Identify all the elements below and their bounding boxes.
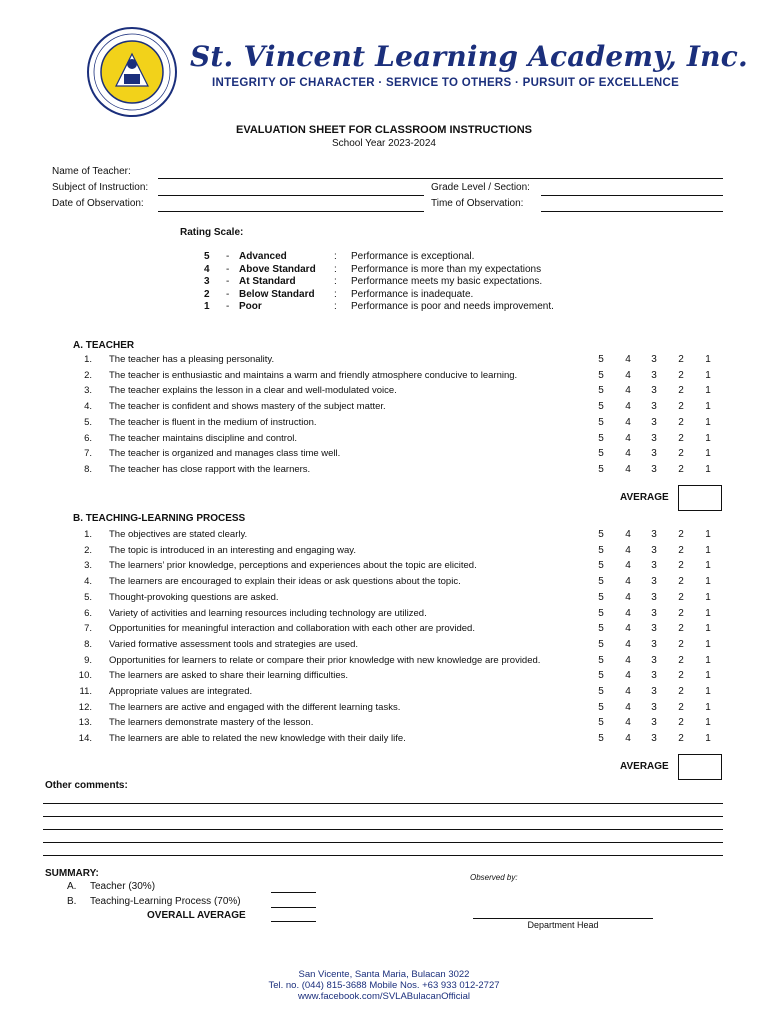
score-option-5[interactable]: 5 [598, 576, 604, 588]
grade-level-field[interactable] [541, 195, 723, 196]
comment-line[interactable] [43, 842, 723, 843]
item-text: The topic is introduced in an interesting and engaging way. [109, 544, 356, 556]
evaluation-item-row [0, 448, 768, 464]
rating-dash: - [226, 288, 230, 300]
item-number: 10. [78, 670, 92, 682]
score-option-5[interactable]: 5 [598, 448, 604, 460]
score-option-1[interactable]: 1 [705, 529, 711, 540]
item-number: 1. [84, 529, 92, 540]
rating-dash: - [226, 251, 230, 262]
item-text: Opportunities for learners to relate or compare their prior knowledge with new knowledge are provided. [109, 654, 541, 666]
score-option-1[interactable]: 1 [705, 591, 711, 603]
item-number: 14. [78, 733, 92, 745]
rating-score: 3 [204, 276, 210, 288]
item-number: 8. [84, 463, 92, 475]
evaluation-item-row [0, 370, 768, 386]
score-option-2[interactable]: 2 [678, 544, 684, 556]
score-option-4[interactable]: 4 [625, 416, 631, 428]
score-option-4[interactable]: 4 [625, 463, 631, 475]
item-text: Variety of activities and learning resources including technology are utilized. [109, 607, 427, 619]
score-option-3[interactable]: 3 [651, 385, 657, 397]
score-option-5[interactable]: 5 [598, 354, 604, 365]
evaluation-item-row [0, 686, 768, 702]
comment-line[interactable] [43, 816, 723, 817]
score-option-3[interactable]: 3 [651, 354, 657, 365]
score-option-2[interactable]: 2 [678, 529, 684, 540]
score-option-5[interactable]: 5 [598, 560, 604, 572]
summary-b-letter: B. [67, 896, 77, 907]
school-name: St. Vincent Learning Academy, Inc. [190, 40, 748, 73]
item-text: The teacher is enthusiastic and maintains a warm and friendly atmosphere conducive to learning. [109, 369, 518, 381]
item-text: The teacher is organized and manages class time well. [109, 448, 341, 460]
score-option-2[interactable]: 2 [678, 623, 684, 635]
section-a-average-label: AVERAGE [620, 492, 669, 503]
score-option-3[interactable]: 3 [651, 638, 657, 650]
score-option-3[interactable]: 3 [651, 560, 657, 572]
rating-colon: : [334, 251, 337, 262]
evaluation-item-row [0, 670, 768, 686]
score-option-3[interactable]: 3 [651, 401, 657, 413]
rating-level-name: Above Standard [239, 263, 316, 275]
score-option-5[interactable]: 5 [598, 733, 604, 745]
item-number: 3. [84, 385, 92, 397]
score-option-4[interactable]: 4 [625, 670, 631, 682]
comment-line[interactable] [43, 855, 723, 856]
score-option-2[interactable]: 2 [678, 591, 684, 603]
score-option-1[interactable]: 1 [705, 733, 711, 745]
score-option-5[interactable]: 5 [598, 654, 604, 666]
rating-score: 5 [204, 251, 210, 262]
score-option-4[interactable]: 4 [625, 607, 631, 619]
score-option-1[interactable]: 1 [705, 576, 711, 588]
evaluation-item-row [0, 639, 768, 655]
score-option-5[interactable]: 5 [598, 385, 604, 397]
evaluation-item-row [0, 529, 768, 545]
score-option-4[interactable]: 4 [625, 591, 631, 603]
item-number: 1. [84, 354, 92, 365]
observed-by-label: Observed by: [470, 873, 518, 882]
score-option-1[interactable]: 1 [705, 717, 711, 729]
score-option-3[interactable]: 3 [651, 463, 657, 475]
score-option-2[interactable]: 2 [678, 416, 684, 428]
item-text: The teacher has a pleasing personality. [109, 354, 275, 365]
score-option-5[interactable]: 5 [598, 463, 604, 475]
school-motto: INTEGRITY OF CHARACTER · SERVICE TO OTHERS · PURSUIT OF EXCELLENCE [212, 77, 680, 89]
section-a-title: A. TEACHER [73, 340, 135, 351]
score-option-4[interactable]: 4 [625, 654, 631, 666]
evaluation-item-row [0, 717, 768, 733]
score-option-1[interactable]: 1 [705, 560, 711, 572]
item-number: 8. [84, 638, 92, 650]
score-option-3[interactable]: 3 [651, 448, 657, 460]
score-option-5[interactable]: 5 [598, 638, 604, 650]
score-option-3[interactable]: 3 [651, 416, 657, 428]
item-text: Thought-provoking questions are asked. [109, 591, 279, 603]
score-option-3[interactable]: 3 [651, 717, 657, 729]
other-comments-label: Other comments: [45, 780, 128, 791]
item-text: The learners are encouraged to explain their ideas or ask questions about the topic. [109, 576, 461, 588]
item-number: 7. [84, 448, 92, 460]
rating-description: Performance is more than my expectations [351, 263, 542, 275]
score-option-4[interactable]: 4 [625, 717, 631, 729]
evaluation-item-row [0, 733, 768, 749]
item-number: 7. [84, 623, 92, 635]
score-option-3[interactable]: 3 [651, 576, 657, 588]
rating-score: 1 [204, 301, 210, 313]
score-option-2[interactable]: 2 [678, 369, 684, 381]
score-option-4[interactable]: 4 [625, 544, 631, 556]
score-option-1[interactable]: 1 [705, 416, 711, 428]
evaluation-item-row [0, 608, 768, 624]
score-option-3[interactable]: 3 [651, 607, 657, 619]
score-option-1[interactable]: 1 [705, 623, 711, 635]
score-option-4[interactable]: 4 [625, 432, 631, 444]
summary-teacher-field[interactable] [271, 892, 316, 893]
score-option-4[interactable]: 4 [625, 733, 631, 745]
score-option-5[interactable]: 5 [598, 432, 604, 444]
section-b-average-box[interactable] [678, 754, 722, 780]
item-text: Opportunities for meaningful interaction and collaboration with each other are provided. [109, 623, 475, 635]
score-option-5[interactable]: 5 [598, 401, 604, 413]
score-option-4[interactable]: 4 [625, 686, 631, 697]
evaluation-item-row [0, 576, 768, 592]
item-number: 2. [84, 369, 92, 381]
score-option-2[interactable]: 2 [678, 717, 684, 729]
rating-level-name: Below Standard [239, 288, 315, 300]
subject-field[interactable] [158, 195, 424, 196]
item-text: Appropriate values are integrated. [109, 686, 253, 697]
item-number: 5. [84, 416, 92, 428]
score-option-1[interactable]: 1 [705, 607, 711, 619]
time-field[interactable] [541, 211, 723, 212]
score-option-5[interactable]: 5 [598, 717, 604, 729]
name-of-teacher-field[interactable] [158, 178, 723, 179]
score-option-5[interactable]: 5 [598, 607, 604, 619]
item-number: 4. [84, 401, 92, 413]
score-option-2[interactable]: 2 [678, 576, 684, 588]
score-option-1[interactable]: 1 [705, 638, 711, 650]
item-text: The learners are able to related the new knowledge with their daily life. [109, 733, 406, 745]
score-option-1[interactable]: 1 [705, 432, 711, 444]
score-option-1[interactable]: 1 [705, 654, 711, 666]
item-text: The learners demonstrate mastery of the lesson. [109, 717, 314, 729]
item-text: The teacher maintains discipline and control. [109, 432, 297, 444]
score-option-2[interactable]: 2 [678, 733, 684, 745]
date-field[interactable] [158, 211, 424, 212]
score-option-4[interactable]: 4 [625, 576, 631, 588]
summary-process-field[interactable] [271, 907, 316, 908]
subject-label: Subject of Instruction: [52, 182, 149, 193]
footer-website[interactable]: www.facebook.com/SVLABulacanOfficial [298, 991, 470, 1002]
score-option-1[interactable]: 1 [705, 544, 711, 556]
evaluation-item-row [0, 417, 768, 433]
score-option-5[interactable]: 5 [598, 416, 604, 428]
item-number: 5. [84, 591, 92, 603]
comment-line[interactable] [43, 803, 723, 804]
evaluation-item-row [0, 560, 768, 576]
item-text: The teacher has close rapport with the learners. [109, 463, 311, 475]
score-option-3[interactable]: 3 [651, 369, 657, 381]
summary-heading: SUMMARY: [45, 868, 99, 879]
item-number: 4. [84, 576, 92, 588]
item-text: The teacher is fluent in the medium of instruction. [109, 416, 317, 428]
score-option-2[interactable]: 2 [678, 432, 684, 444]
score-option-5[interactable]: 5 [598, 529, 604, 540]
overall-average-label: OVERALL AVERAGE [147, 910, 246, 921]
overall-average-field[interactable] [271, 921, 316, 922]
score-option-4[interactable]: 4 [625, 448, 631, 460]
score-option-4[interactable]: 4 [625, 369, 631, 381]
score-option-4[interactable]: 4 [625, 623, 631, 635]
time-label: Time of Observation: [431, 198, 524, 209]
score-option-1[interactable]: 1 [705, 448, 711, 460]
evaluation-item-row [0, 401, 768, 417]
score-option-5[interactable]: 5 [598, 686, 604, 697]
evaluation-item-row [0, 655, 768, 671]
rating-level-name: At Standard [239, 276, 296, 288]
item-number: 6. [84, 607, 92, 619]
score-option-1[interactable]: 1 [705, 385, 711, 397]
item-number: 9. [84, 654, 92, 666]
section-a-average-box[interactable] [678, 485, 722, 511]
rating-description: Performance meets my basic expectations. [351, 276, 543, 288]
score-option-2[interactable]: 2 [678, 401, 684, 413]
score-option-1[interactable]: 1 [705, 670, 711, 682]
score-option-2[interactable]: 2 [678, 560, 684, 572]
evaluation-item-row [0, 354, 768, 370]
rating-level-name: Advanced [239, 251, 287, 262]
footer-phone: Tel. no. (044) 815-3688 Mobile Nos. +63 933 012-2727 [268, 980, 500, 991]
score-option-2[interactable]: 2 [678, 670, 684, 682]
evaluation-item-row [0, 592, 768, 608]
item-text: The teacher is confident and shows mastery of the subject matter. [109, 401, 386, 413]
score-option-2[interactable]: 2 [678, 654, 684, 666]
score-option-3[interactable]: 3 [651, 733, 657, 745]
score-option-3[interactable]: 3 [651, 654, 657, 666]
score-option-1[interactable]: 1 [705, 401, 711, 413]
score-option-5[interactable]: 5 [598, 544, 604, 556]
school-year: School Year 2023-2024 [332, 138, 436, 149]
score-option-4[interactable]: 4 [625, 560, 631, 572]
score-option-1[interactable]: 1 [705, 354, 711, 365]
rating-colon: : [334, 301, 337, 313]
evaluation-item-row [0, 385, 768, 401]
school-logo [86, 26, 178, 118]
score-option-1[interactable]: 1 [705, 369, 711, 381]
footer-address: San Vicente, Santa Maria, Bulacan 3022 [298, 969, 470, 980]
item-text: The learners’ prior knowledge, perceptions and experiences about the topic are elicited. [109, 560, 477, 572]
item-text: The teacher explains the lesson in a clear and well-modulated voice. [109, 385, 397, 397]
rating-description: Performance is poor and needs improvement. [351, 301, 554, 313]
score-option-2[interactable]: 2 [678, 686, 684, 697]
summary-a-letter: A. [67, 881, 77, 892]
score-option-4[interactable]: 4 [625, 354, 631, 365]
evaluation-item-row [0, 545, 768, 561]
score-option-1[interactable]: 1 [705, 701, 711, 713]
score-option-3[interactable]: 3 [651, 670, 657, 682]
item-number: 13. [78, 717, 92, 729]
score-option-3[interactable]: 3 [651, 623, 657, 635]
score-option-3[interactable]: 3 [651, 591, 657, 603]
item-text: Varied formative assessment tools and strategies are used. [109, 638, 359, 650]
item-text: The objectives are stated clearly. [109, 529, 248, 540]
score-option-2[interactable]: 2 [678, 701, 684, 713]
comment-line[interactable] [43, 829, 723, 830]
score-option-3[interactable]: 3 [651, 701, 657, 713]
score-option-3[interactable]: 3 [651, 686, 657, 697]
item-number: 12. [78, 701, 92, 713]
form-title: EVALUATION SHEET FOR CLASSROOM INSTRUCTIONS [236, 124, 532, 136]
score-option-5[interactable]: 5 [598, 623, 604, 635]
department-head-label: Department Head [527, 920, 599, 930]
score-option-5[interactable]: 5 [598, 369, 604, 381]
rating-dash: - [226, 263, 230, 275]
score-option-1[interactable]: 1 [705, 686, 711, 697]
evaluation-item-row [0, 464, 768, 480]
item-number: 6. [84, 432, 92, 444]
section-b-title: B. TEACHING-LEARNING PROCESS [73, 513, 246, 524]
item-text: The learners are active and engaged with the different learning tasks. [109, 701, 401, 713]
score-option-4[interactable]: 4 [625, 529, 631, 540]
section-b-average-label: AVERAGE [620, 761, 669, 772]
score-option-2[interactable]: 2 [678, 354, 684, 365]
score-option-3[interactable]: 3 [651, 529, 657, 540]
score-option-2[interactable]: 2 [678, 638, 684, 650]
item-text: The learners are asked to share their learning difficulties. [109, 670, 349, 682]
rating-scale-heading: Rating Scale: [180, 227, 244, 238]
rating-dash: - [226, 301, 230, 313]
rating-description: Performance is exceptional. [351, 251, 475, 262]
score-option-2[interactable]: 2 [678, 385, 684, 397]
score-option-3[interactable]: 3 [651, 544, 657, 556]
rating-score: 4 [204, 263, 210, 275]
score-option-4[interactable]: 4 [625, 385, 631, 397]
name-of-teacher-label: Name of Teacher: [52, 166, 131, 177]
item-number: 2. [84, 544, 92, 556]
score-option-2[interactable]: 2 [678, 607, 684, 619]
score-option-2[interactable]: 2 [678, 448, 684, 460]
signature-line[interactable] [473, 918, 653, 919]
item-number: 11. [79, 686, 92, 697]
summary-teacher-label: Teacher (30%) [90, 881, 156, 892]
date-label: Date of Observation: [52, 198, 144, 209]
rating-colon: : [334, 288, 337, 300]
summary-process-label: Teaching-Learning Process (70%) [90, 896, 241, 907]
score-option-5[interactable]: 5 [598, 591, 604, 603]
score-option-1[interactable]: 1 [705, 463, 711, 475]
rating-score: 2 [204, 288, 210, 300]
rating-colon: : [334, 263, 337, 275]
item-number: 3. [84, 560, 92, 572]
evaluation-item-row [0, 433, 768, 449]
score-option-5[interactable]: 5 [598, 701, 604, 713]
score-option-2[interactable]: 2 [678, 463, 684, 475]
rating-colon: : [334, 276, 337, 288]
score-option-5[interactable]: 5 [598, 670, 604, 682]
score-option-4[interactable]: 4 [625, 638, 631, 650]
rating-description: Performance is inadequate. [351, 288, 474, 300]
rating-dash: - [226, 276, 230, 288]
evaluation-item-row [0, 623, 768, 639]
grade-level-label: Grade Level / Section: [431, 182, 530, 193]
score-option-3[interactable]: 3 [651, 432, 657, 444]
score-option-4[interactable]: 4 [625, 701, 631, 713]
rating-level-name: Poor [239, 301, 262, 313]
evaluation-item-row [0, 702, 768, 718]
score-option-4[interactable]: 4 [625, 401, 631, 413]
